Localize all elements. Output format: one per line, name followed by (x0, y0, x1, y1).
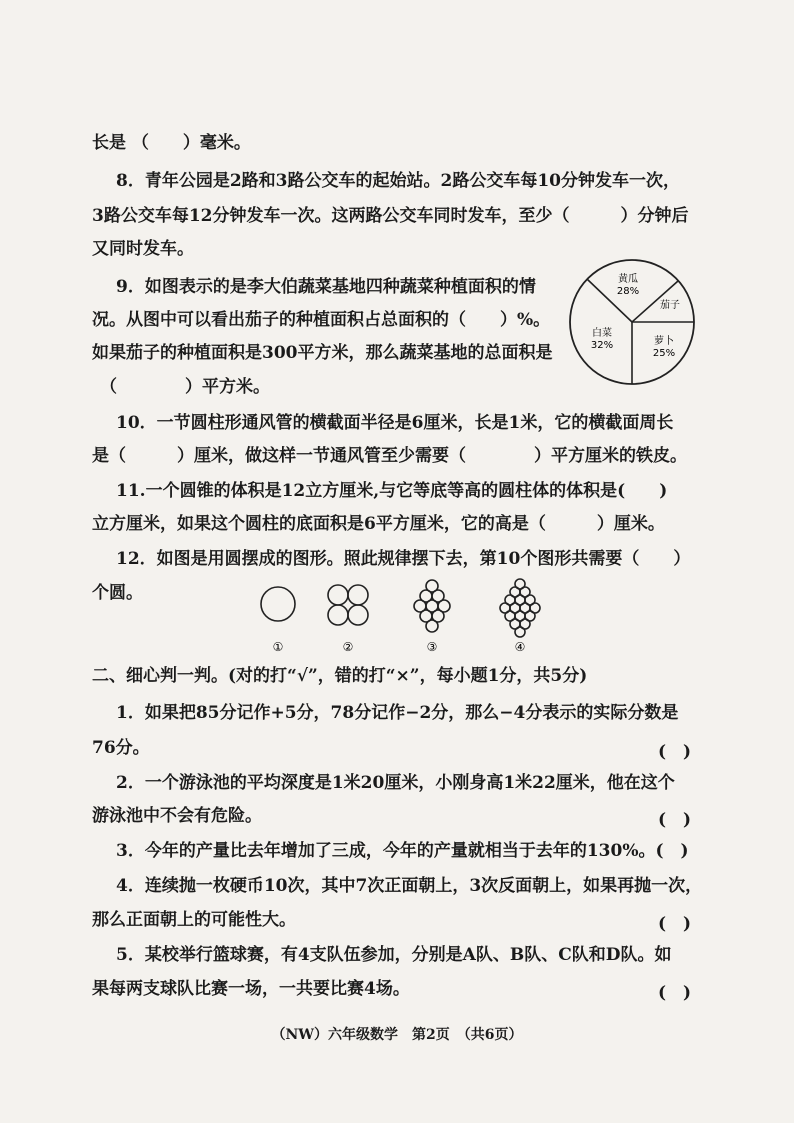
judge5-answer-bracket[interactable]: ( ) (658, 983, 692, 1003)
q11-line2: 立方厘米，如果这个圆柱的底面积是6平方厘米，它的高是（ ）厘米。 (92, 514, 665, 534)
judge2-line2: 游泳池中不会有危险。 (92, 806, 262, 826)
judge4-line2: 那么正面朝上的可能性大。 (92, 910, 296, 930)
q9-line3: 如果茄子的种植面积是300平方米，那么蔬菜基地的总面积是 (92, 343, 553, 363)
pie-pct-cucumber: 28% (616, 286, 640, 297)
q8-line1: 8．青年公园是2路和3路公交车的起始站。2路公交车每10分钟发车一次， (116, 171, 680, 191)
judge3-line1: 3．今年的产量比去年增加了三成，今年的产量就相当于去年的130%。( ) (116, 841, 689, 861)
pattern3-circle (426, 620, 438, 632)
pattern-label-3: ③ (426, 640, 438, 654)
judge1-line1: 1．如果把85分记作+5分，78分记作−2分，那么−4分表示的实际分数是 (116, 703, 679, 723)
pattern-label-1: ① (272, 640, 284, 654)
pattern-label-4: ④ (514, 640, 526, 654)
vegetable-pie-chart (568, 258, 696, 386)
pie-label-cucumber: 黄瓜 (618, 274, 638, 285)
judge2-answer-bracket[interactable]: ( ) (658, 810, 692, 830)
judge5-line2: 果每两支球队比赛一场，一共要比赛4场。 (92, 979, 410, 999)
pie-label-eggplant: 茄子 (660, 300, 680, 311)
page-footer: （NW）六年级数学 第2页 （共6页） (271, 1027, 523, 1043)
q8-line2: 3路公交车每12分钟发车一次。这两路公交车同时发车，至少（ ）分钟后 (92, 206, 689, 226)
judge4-answer-bracket[interactable]: ( ) (658, 914, 692, 934)
q12-line2: 个圆。 (92, 583, 143, 603)
q12-line1: 12．如图是用圆摆成的图形。照此规律摆下去，第10个图形共需要（ ） (116, 549, 691, 569)
judge1-line2: 76分。 (92, 738, 150, 758)
pie-label-cabbage: 白菜 (592, 328, 612, 339)
pattern1-circle (261, 587, 295, 621)
judge1-answer-bracket[interactable]: ( ) (658, 742, 692, 762)
pattern4-circle (515, 627, 525, 637)
pie-label-radish: 萝卜 (654, 336, 674, 347)
pie-pct-radish: 25% (652, 348, 676, 359)
judge2-line1: 2．一个游泳池的平均深度是1米20厘米，小刚身高1米22厘米，他在这个 (116, 773, 675, 793)
pattern2-circle (328, 585, 348, 605)
pattern2-circle (328, 605, 348, 625)
pattern2-circle (348, 585, 368, 605)
judge4-line1: 4．连续抛一枚硬币10次，其中7次正面朝上，3次反面朝上，如果再抛一次， (116, 876, 703, 896)
q9-line2: 况。从图中可以看出茄子的种植面积占总面积的（ ）%。 (92, 310, 551, 330)
q9-line1: 9．如图表示的是李大伯蔬菜基地四种蔬菜种植面积的情 (116, 277, 536, 297)
q8-line3: 又同时发车。 (92, 239, 194, 259)
q10-line2: 是（ ）厘米，做这样一节通风管至少需要（ ）平方厘米的铁皮。 (92, 446, 687, 466)
q9-line4: （ ）平方米。 (100, 377, 270, 397)
q7-continuation: 长是 （ ）毫米。 (92, 133, 251, 153)
section2-heading: 二、细心判一判。(对的打“√”，错的打“×”，每小题1分，共5分) (92, 666, 588, 686)
pie-pct-cabbage: 32% (590, 340, 614, 351)
circle-pattern-figure (250, 578, 560, 658)
q10-line1: 10．一节圆柱形通风管的横截面半径是6厘米，长是1米，它的横截面周长 (116, 413, 674, 433)
pattern-label-2: ② (342, 640, 354, 654)
q11-line1: 11.一个圆锥的体积是12立方厘米,与它等底等高的圆柱体的体积是( ) (116, 481, 668, 501)
judge5-line1: 5．某校举行篮球赛，有4支队伍参加，分别是A队、B队、C队和D队。如 (116, 945, 672, 965)
pattern2-circle (348, 605, 368, 625)
